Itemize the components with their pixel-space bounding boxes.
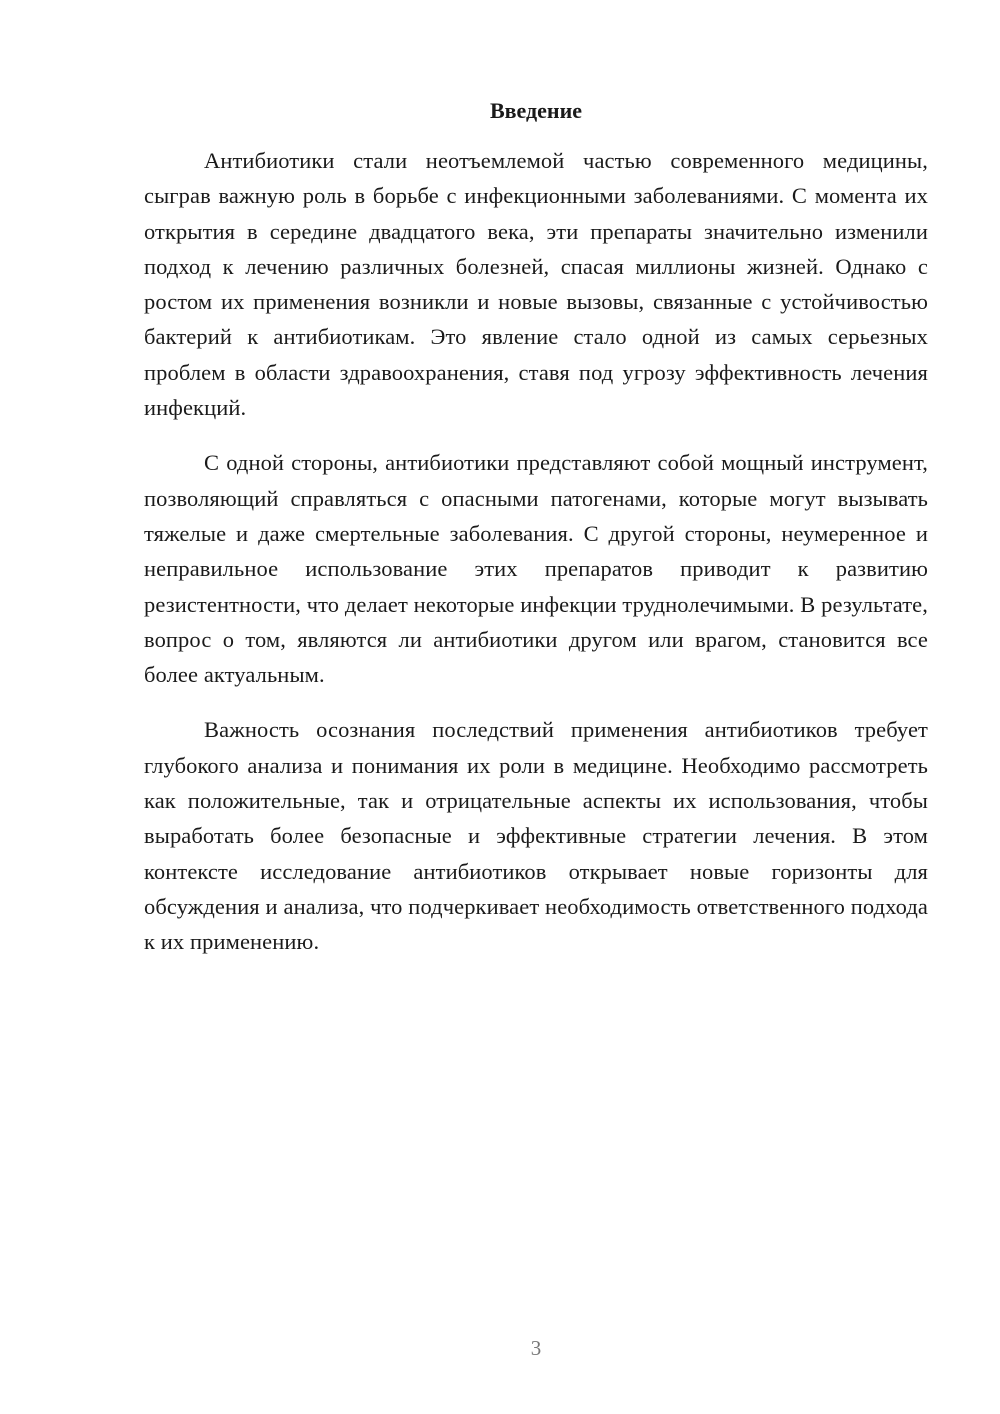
paragraph-two-sides: С одной стороны, антибиотики представляют собой мощный инструмент, позволяющий справляться с опасными патогенами, которые могут вызывать тяжелые и даже смертельные заболевания. С другой стороны, неумеренное и неправильное использование этих препаратов приводит к развитию резистентности, что делает некоторые инфекции труднолечимыми. В результате, вопрос о том, являются ли антибиотики другом или врагом, становится все более актуальным.	[144, 450, 928, 688]
paragraph-intro: Антибиотики стали неотъемлемой частью современного медицины, сыграв важную роль в борьбе с инфекционными заболеваниями. С момента их открытия в середине двадцатого века, эти препараты значительно изменили подход к лечению различных болезней, спасая миллионы жизней. Однако с ростом их применения возникли и новые вызовы, связанные с устойчивостью бактерий к антибиотикам. Это явление стало одной из самых серьезных проблем в области здравоохранения, ставя под угрозу эффективность лечения инфекций.	[144, 148, 928, 421]
paragraph-importance: Важность осознания последствий применения антибиотиков требует глубокого анализа и понимания их роли в медицине. Необходимо рассмотреть как положительные, так и отрицательные аспекты их использования, чтобы выработать более безопасные и эффективные стратегии лечения. В этом контексте исследование антибиотиков открывает новые горизонты для обсуждения и анализа, что подчеркивает необходимость ответственного подхода к их применению.	[144, 717, 928, 955]
page-number: 3	[530, 1336, 542, 1360]
section-heading: Введение	[489, 98, 583, 123]
body-text	[144, 143, 928, 960]
